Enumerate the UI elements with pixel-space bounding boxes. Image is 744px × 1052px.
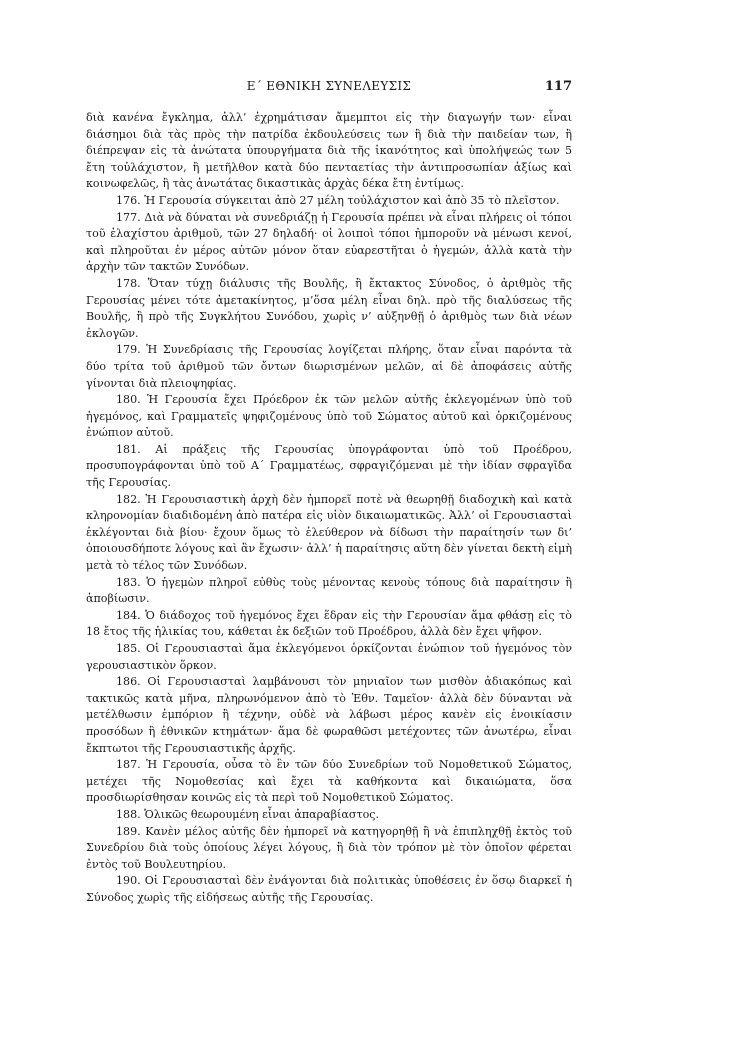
article-179: 179. Ἡ Συνεδρίασις τῆς Γερουσίας λογίζεται πλήρης, ὅταν εἶναι παρόντα τὰ δύο τρίτα τοῦ ἀριθμοῦ τῶν ὄντων διωρισμένων μελῶν, αἱ δὲ ἀποφάσεις αὐτῆς γίνονται διὰ πλειοψηφίας.: [86, 343, 572, 390]
article-183: 183. Ὁ ἡγεμὼν πληροῖ εὐθὺς τοὺς μένοντας κενοὺς τόπους διὰ παραίτησιν ἢ ἀποβίωσιν.: [86, 575, 572, 606]
article-186: 186. Οἱ Γερουσιασταὶ λαμβάνουσι τὸν μηνιαῖον των μισθὸν ἀδιακόπως καὶ τακτικῶς κατὰ μῆνα, πληρωνόμενον ἀπὸ τὸ Ἐθν. Ταμεῖον· ἀλλὰ δὲν δύνανται νὰ μετέλθωσιν ἐμπόριον ἢ τέχνην, οὐδὲ νὰ λάβωσι μέρος κανὲν εἰς ἐνοικίασιν προσόδων ἢ ἐθνικῶν κτημάτων· ἅμα δὲ φωραθῶσι μετέχοντες τῶν ἀνωτέρω, εἶναι ἔκπτωτοι τῆς Γερουσιαστικῆς ἀρχῆς.: [86, 675, 572, 755]
article-190: 190. Οἱ Γερουσιασταὶ δὲν ἐνάγονται διὰ πολιτικὰς ὑποθέσεις ἐν ὅσῳ διαρκεῖ ἡ Σύνοδος χωρὶς τῆς εἰδήσεως αὐτῆς τῆς Γερουσίας.: [86, 874, 572, 904]
article-181: 181. Αἱ πράξεις τῆς Γερουσίας ὑπογράφονται ὑπὸ τοῦ Προέδρου, προσυπογράφονται ὑπὸ τοῦ Α΄ Γραμματέως, σφραγιζόμεναι μὲ τὴν ἰδίαν σφραγῖδα τῆς Γερουσίας.: [86, 442, 572, 490]
article-184: 184. Ὁ διάδοχος τοῦ ἡγεμόνος ἔχει ἕδραν εἰς τὴν Γερουσίαν ἅμα φθάσῃ εἰς τὸ 18 ἔτος τῆς ἡλικίας του, κάθεται ἐκ δεξιῶν τοῦ Προέδρου, ἀλλὰ δὲν ἔχει ψῆφον.: [86, 608, 572, 639]
article-188: 188. Ὁλικῶς θεωρουμένη εἶναι ἀπαραβίαστος.: [116, 807, 380, 821]
paragraph-continuation: διὰ κανένα ἔγκλημα, ἀλλ’ ἐχρημάτισαν ἄμεμπτοι εἰς τὴν διαγωγήν των· εἶναι διάσημοι διὰ τὰς πρὸς τὴν πατρίδα ἐκδουλεύσεις των ἢ διὰ τὴν παιδείαν των, ἢ διέπρεψαν εἰς τὰ ἀνώτατα ὑπουργήματα διὰ τῆς ἱκανότητος καὶ ὑπολήψεώς των 5 ἔτη τοὐλάχιστον, ἢ μετῆλθον κατὰ δύο πενταετίας τὴν ἀντιπροσωπίαν ἀξίως καὶ κοινωφελῶς, ἢ τὰς ἀνωτάτας δικαστικὰς ἀρχὰς δέκα ἔτη ἐντίμως.: [86, 111, 572, 191]
article-178: 178. Ὅταν τύχῃ διάλυσις τῆς Βουλῆς, ἢ ἔκτακτος Σύνοδος, ὁ ἀριθμὸς τῆς Γερουσίας μένει τότε ἀμετακίνητος, μ’ὅσα μέλη εἶναι δηλ. πρὸ τῆς διαλύσεως τῆς Βουλῆς, ἢ πρὸ τῆς Συγκλήτου Συνόδου, χωρὶς ν’ αὐξηνθῇ ὁ ἀριθμὸς των διὰ νέων ἐκλογῶν.: [86, 276, 572, 340]
article-177: 177. Διὰ νὰ δύναται νὰ συνεδριάζῃ ἡ Γερουσία πρέπει νὰ εἶναι πλήρεις οἱ τόποι τοῦ ἐλαχίστου ἀριθμοῦ, τῶν 27 δηλαδή· οἱ λοιποὶ τόποι ἠμποροῦν νὰ μένωσι κενοί, καὶ πληροῦται ἐν μέρος αὐτῶν μόνον ὅταν εὐαρεστῆται ὁ ἡγεμών, ἀλλὰ κατὰ τὴν ἀρχὴν τῶν τακτῶν Συνόδων.: [86, 210, 572, 274]
page-header: [86, 79, 572, 99]
page-number: 117: [544, 79, 572, 94]
page-body: [86, 110, 572, 907]
article-180: 180. Ἡ Γερουσία ἔχει Πρόεδρον ἐκ τῶν μελῶν αὐτῆς ἐκλεγομένων ὑπὸ τοῦ ἡγεμόνος, καὶ Γραμματεῖς ψηφιζομένους ὑπὸ τοῦ Σώματος αὐτοῦ καὶ ὁρκιζομένους ἐνώπιον αὐτοῦ.: [86, 393, 572, 440]
article-185: 185. Οἱ Γερουσιασταὶ ἅμα ἐκλεγόμενοι ὁρκίζονται ἐνώπιον τοῦ ἡγεμόνος τὸν γερουσιαστικὸν ὅρκον.: [86, 642, 572, 672]
article-176: 176. Ἡ Γερουσία σύγκειται ἀπὸ 27 μέλη τοὐλάχιστον καὶ ἀπὸ 35 τὸ πλεῖστον.: [116, 193, 560, 207]
article-182: 182. Ἡ Γερουσιαστικὴ ἀρχὴ δὲν ἠμπορεῖ ποτὲ νὰ θεωρηθῇ διαδοχικὴ καὶ κατὰ κληρονομίαν διαδιδομένη ἀπὸ πατέρα εἰς υἱὸν δικαιωματικῶς. Ἀλλ’ οἱ Γερουσιασταὶ ἐκλέγονται διὰ βίου· ἔχουν ὅμως τὸ ἐλεύθερον νὰ δίδωσι τὴν παραίτησίν των δι’ ὁποιουσδήποτε λόγους καὶ ἂν ἔχωσιν· ἀλλ’ ἡ παραίτησις αὕτη δὲν γίνεται δεκτὴ εἰμὴ μετὰ τὸ τέλος τῶν Συνόδων.: [86, 492, 572, 573]
article-187: 187. Ἡ Γερουσία, οὖσα τὸ ἓν τῶν δύο Συνεδρίων τοῦ Νομοθετικοῦ Σώματος, μετέχει τῆς Νομοθεσίας καὶ ἔχει τὰ καθήκοντα καὶ δικαιώματα, ὅσα προσδιωρίσθησαν κοινῶς εἰς τὰ περὶ τοῦ Νομοθετικοῦ Σώματος.: [86, 758, 572, 805]
article-189: 189. Κανὲν μέλος αὐτῆς δὲν ἠμπορεῖ νὰ κατηγορηθῇ ἢ νὰ ἐπιπληχθῇ ἐκτὸς τοῦ Συνεδρίου διὰ τοὺς ὁποίους λέγει λόγους, ἢ διὰ τὸν τρόπον μὲ τὸν ὁποῖον φέρεται ἐντὸς τοῦ Βουλευτηρίου.: [86, 824, 572, 871]
running-head: Ε΄ ΕΘΝΙΚΗ ΣΥΝΕΛΕΥΣΙΣ: [246, 79, 412, 93]
